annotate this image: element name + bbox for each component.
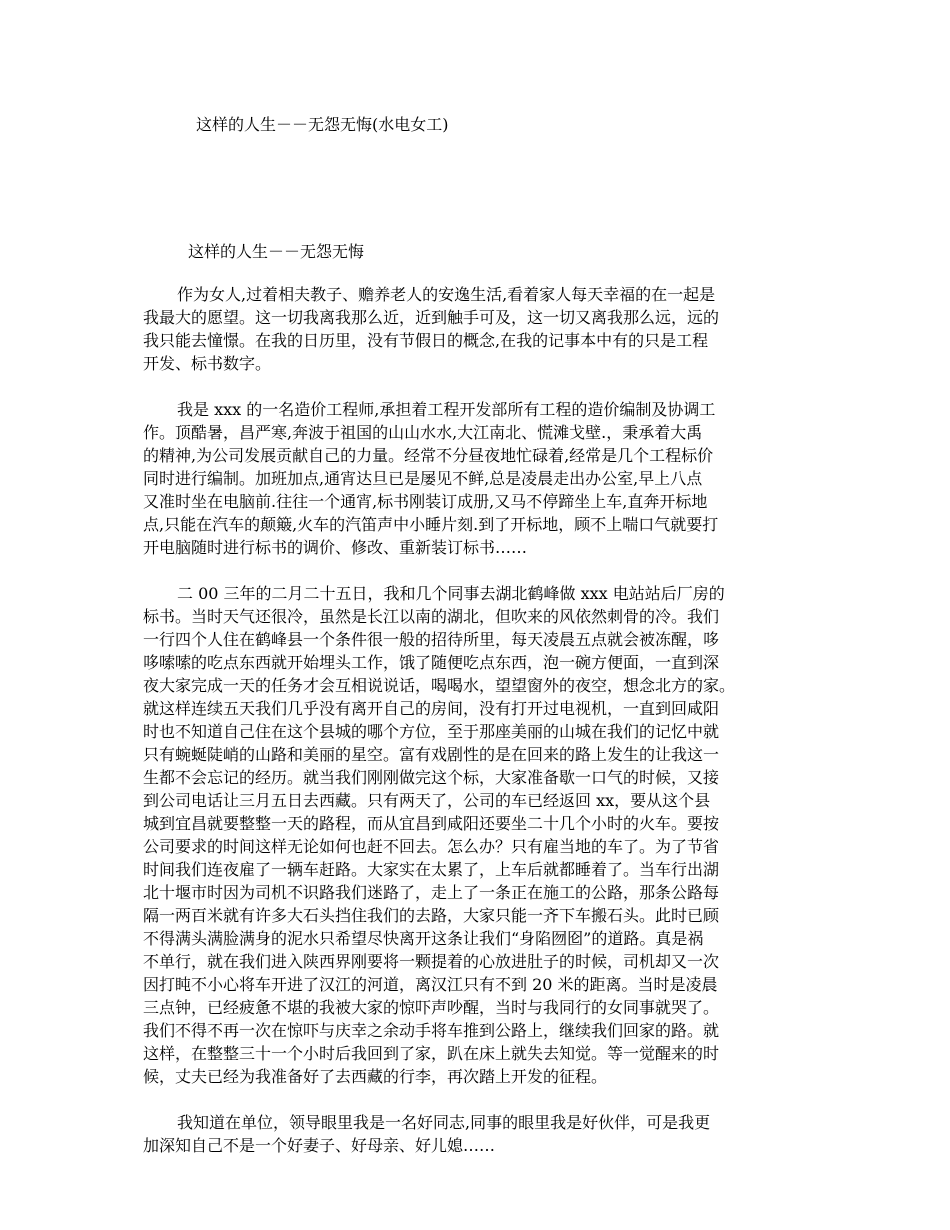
document-title: 这样的人生－－无怨无悔(水电女工) [196, 115, 449, 134]
paragraph-line: 时间我们连夜雇了一辆车赶路。大家实在太累了，上车后就都睡着了。当车行出湖 [143, 860, 720, 879]
paragraph-line: 不得满头满脸满身的泥水只希望尽快离开这条让我们“身陷囫囵”的道路。真是祸 [143, 929, 704, 948]
paragraph-line: 一行四个人住在鹤峰县一个条件很一般的招待所里，每天凌晨五点就会被冻醒，哆 [143, 630, 720, 649]
paragraph-line: 哆嗦嗦的吃点东西就开始埋头工作，饿了随便吃点东西，泡一碗方便面，一直到深 [143, 653, 720, 672]
paragraph-line: 作为女人,过着相夫教子、赡养老人的安逸生活,看着家人每天幸福的在一起是 [177, 285, 716, 304]
paragraph-line: 时也不知道自己住在这个县城的哪个方位，至于那座美丽的山城在我们的记忆中就 [143, 722, 720, 741]
paragraph-line: 候，丈夫已经为我准备好了去西藏的行李，再次踏上开发的征程。 [143, 1067, 608, 1086]
paragraph-line: 加深知自己不是一个好妻子、好母亲、好儿媳…… [143, 1136, 496, 1155]
paragraph-line: 开发、标书数字。 [143, 354, 272, 373]
paragraph-line: 又准时坐在电脑前.往往一个通宵,标书刚装订成册,又马不停蹄坐上车,直奔开标地 [143, 492, 708, 511]
document-body [143, 283, 828, 1180]
paragraph-line: 开电脑随时进行标书的调价、修改、重新装订标书…… [143, 538, 528, 557]
paragraph-line: 作。顶酷暑，昌严寒,奔波于祖国的山山水水,大江南北、慌滩戈壁.，秉承着大禹 [143, 423, 703, 442]
paragraph-line: 到公司电话让三月五日去西藏。只有两天了，公司的车已经返回 xx，要从这个县 [143, 791, 711, 810]
paragraph-line: 我只能去憧憬。在我的日历里，没有节假日的概念,在我的记事本中有的只是工程 [143, 331, 709, 350]
paragraph-line: 因打盹不小心将车开进了汉江的河道，离汉江只有不到 20 米的距离。当时是凌晨 [143, 975, 718, 994]
paragraph-line: 的精神,为公司发展贡献自己的力量。经常不分昼夜地忙碌着,经常是几个工程标价 [143, 446, 714, 465]
paragraph-line: 我们不得不再一次在惊吓与庆幸之余动手将车推到公路上，继续我们回家的路。就 [143, 1021, 720, 1040]
paragraph [143, 283, 828, 375]
paragraph-line: 不单行，就在我们进入陕西界刚要将一颗提着的心放进肚子的时候，司机却又一次 [143, 952, 720, 971]
paragraph-line: 我最大的愿望。这一切我离我那么近，近到触手可及，这一切又离我那么远，远的 [143, 308, 720, 327]
paragraph-line: 就这样连续五天我们几乎没有离开自己的房间，没有打开过电视机，一直到回咸阳 [143, 699, 720, 718]
paragraph-line: 夜大家完成一天的任务才会互相说说话，喝喝水，望望窗外的夜空，想念北方的家。 [143, 676, 736, 695]
paragraph-line: 这样，在整整三十一个小时后我回到了家，趴在床上就失去知觉。等一觉醒来的时 [143, 1044, 720, 1063]
paragraph-line: 标书。当时天气还很冷，虽然是长江以南的湖北，但吹来的风依然刺骨的冷。我们 [143, 607, 720, 626]
paragraph-line: 只有蜿蜒陡峭的山路和美丽的星空。富有戏剧性的是在回来的路上发生的让我这一 [143, 745, 720, 764]
paragraph [143, 1111, 828, 1157]
paragraph [143, 582, 828, 1088]
paragraph-line: 二 00 三年的二月二十五日，我和几个同事去湖北鹤峰做 xxx 电站站后厂房的 [177, 584, 725, 603]
paragraph-line: 三点钟，已经疲惫不堪的我被大家的惊吓声吵醒，当时与我同行的女同事就哭了。 [143, 998, 720, 1017]
paragraph-line: 北十堰市时因为司机不识路我们迷路了，走上了一条正在施工的公路，那条公路每 [143, 883, 720, 902]
paragraph-line: 城到宜昌就要整整一天的路程，而从宜昌到咸阳还要坐二十几个小时的火车。要按 [143, 814, 720, 833]
paragraph-line: 生都不会忘记的经历。就当我们刚刚做完这个标，大家准备歇一口气的时候，又接 [143, 768, 720, 787]
paragraph-line: 我知道在单位，领导眼里我是一名好同志,同事的眼里我是好伙伴，可是我更 [177, 1113, 711, 1132]
paragraph-line: 我是 xxx 的一名造价工程师,承担着工程开发部所有工程的造价编制及协调工 [177, 400, 716, 419]
paragraph-line: 公司要求的时间这样无论如何也赶不回去。怎么办？只有雇当地的车了。为了节省 [143, 837, 720, 856]
paragraph-line: 同时进行编制。加班加点,通宵达旦已是屡见不鲜,总是凌晨走出办公室,早上八点 [143, 469, 703, 488]
document-subtitle: 这样的人生－－无怨无悔 [188, 242, 365, 261]
paragraph-line: 点,只能在汽车的颠簸,火车的汽笛声中小睡片刻.到了开标地，顾不上喘口气就要打 [143, 515, 719, 534]
paragraph-line: 隔一两百米就有许多大石头挡住我们的去路，大家只能一齐下车搬石头。此时已顾 [143, 906, 720, 925]
paragraph [143, 398, 828, 559]
